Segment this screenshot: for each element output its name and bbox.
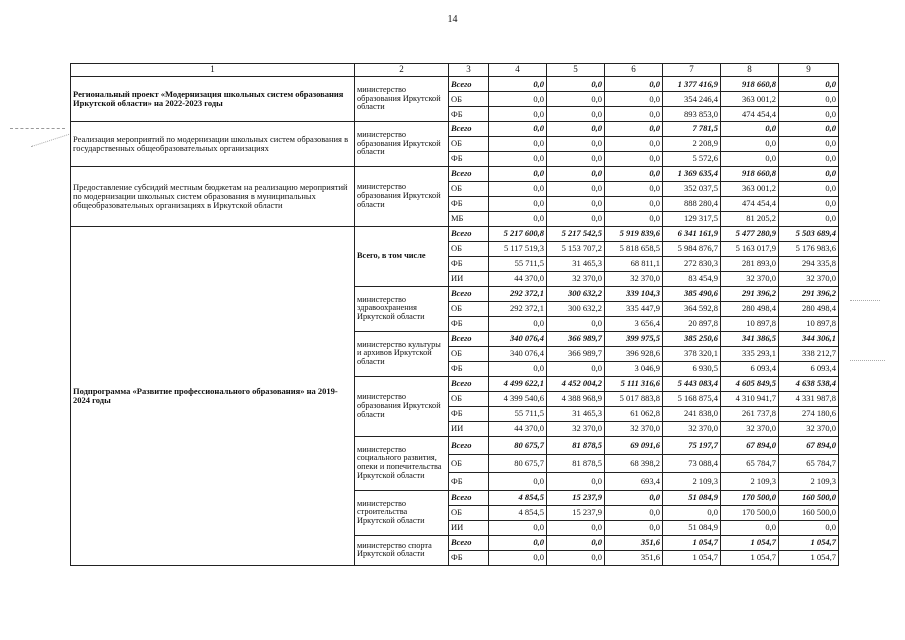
amount-cell: 0,0 xyxy=(489,520,547,535)
amount-cell: 1 054,7 xyxy=(779,550,839,565)
amount-cell: 0,0 xyxy=(489,316,547,331)
amount-cell: 300 632,2 xyxy=(547,301,605,316)
amount-cell: 55 711,5 xyxy=(489,406,547,421)
amount-cell: 55 711,5 xyxy=(489,256,547,271)
amount-cell: 693,4 xyxy=(605,472,663,490)
ministry-name: министерство строительства Иркутской области xyxy=(355,490,449,535)
amount-cell: 291 396,2 xyxy=(779,286,839,301)
amount-cell: 10 897,8 xyxy=(779,316,839,331)
amount-cell: 0,0 xyxy=(489,106,547,121)
amount-cell: 80 675,7 xyxy=(489,454,547,472)
amount-cell: 0,0 xyxy=(605,490,663,505)
amount-cell: 1 377 416,9 xyxy=(663,77,721,92)
amount-cell: 7 781,5 xyxy=(663,121,721,136)
column-header: 3 xyxy=(449,64,489,77)
table-row xyxy=(71,77,839,92)
amount-cell: 6 093,4 xyxy=(779,361,839,376)
funding-source: ОБ xyxy=(449,301,489,316)
funding-source: Всего xyxy=(449,490,489,505)
ministry-name: министерство спорта Иркутской области xyxy=(355,535,449,565)
column-header: 9 xyxy=(779,64,839,77)
amount-cell: 32 370,0 xyxy=(547,421,605,436)
amount-cell: 0,0 xyxy=(489,151,547,166)
amount-cell: 0,0 xyxy=(605,136,663,151)
funding-source: Всего xyxy=(449,121,489,136)
amount-cell: 0,0 xyxy=(547,535,605,550)
amount-cell: 351,6 xyxy=(605,550,663,565)
funding-source: Всего xyxy=(449,77,489,92)
amount-cell: 5 503 689,4 xyxy=(779,226,839,241)
column-header: 8 xyxy=(721,64,779,77)
amount-cell: 363 001,2 xyxy=(721,181,779,196)
amount-cell: 918 660,8 xyxy=(721,166,779,181)
amount-cell: 0,0 xyxy=(605,181,663,196)
funding-source: ИИ xyxy=(449,271,489,286)
amount-cell: 1 054,7 xyxy=(721,550,779,565)
amount-cell: 5 984 876,7 xyxy=(663,241,721,256)
amount-cell: 1 369 635,4 xyxy=(663,166,721,181)
amount-cell: 0,0 xyxy=(605,505,663,520)
scan-mark xyxy=(850,360,885,361)
amount-cell: 75 197,7 xyxy=(663,436,721,454)
amount-cell: 44 370,0 xyxy=(489,421,547,436)
amount-cell: 1 054,7 xyxy=(663,550,721,565)
amount-cell: 81 878,5 xyxy=(547,436,605,454)
amount-cell: 81 878,5 xyxy=(547,454,605,472)
amount-cell: 10 897,8 xyxy=(721,316,779,331)
funding-source: Всего xyxy=(449,535,489,550)
amount-cell: 341 386,5 xyxy=(721,331,779,346)
column-header: 1 xyxy=(71,64,355,77)
funding-source: Всего xyxy=(449,331,489,346)
ministry-name: министерство социального развития, опеки и попечительства Иркутской области xyxy=(355,436,449,490)
scan-mark xyxy=(31,134,69,147)
column-header: 6 xyxy=(605,64,663,77)
amount-cell: 261 737,8 xyxy=(721,406,779,421)
amount-cell: 3 656,4 xyxy=(605,316,663,331)
amount-cell: 0,0 xyxy=(547,550,605,565)
amount-cell: 32 370,0 xyxy=(605,271,663,286)
funding-source: ОБ xyxy=(449,181,489,196)
amount-cell: 67 894,0 xyxy=(721,436,779,454)
funding-source: ОБ xyxy=(449,241,489,256)
amount-cell: 385 490,6 xyxy=(663,286,721,301)
ministry-name: министерство образования Иркутской области xyxy=(355,77,449,122)
amount-cell: 5 919 839,6 xyxy=(605,226,663,241)
column-header: 4 xyxy=(489,64,547,77)
amount-cell: 339 104,3 xyxy=(605,286,663,301)
amount-cell: 0,0 xyxy=(779,121,839,136)
amount-cell: 0,0 xyxy=(489,166,547,181)
amount-cell: 0,0 xyxy=(605,166,663,181)
amount-cell: 69 091,6 xyxy=(605,436,663,454)
amount-cell: 0,0 xyxy=(547,211,605,226)
amount-cell: 340 076,4 xyxy=(489,331,547,346)
funding-source: ФБ xyxy=(449,406,489,421)
funding-source: ОБ xyxy=(449,454,489,472)
amount-cell: 335 447,9 xyxy=(605,301,663,316)
amount-cell: 2 208,9 xyxy=(663,136,721,151)
funding-source: ФБ xyxy=(449,256,489,271)
amount-cell: 15 237,9 xyxy=(547,505,605,520)
budget-table xyxy=(70,63,839,566)
amount-cell: 32 370,0 xyxy=(605,421,663,436)
amount-cell: 0,0 xyxy=(547,472,605,490)
amount-cell: 170 500,0 xyxy=(721,490,779,505)
scan-mark xyxy=(10,128,65,129)
amount-cell: 474 454,4 xyxy=(721,106,779,121)
amount-cell: 4 310 941,7 xyxy=(721,391,779,406)
amount-cell: 4 331 987,8 xyxy=(779,391,839,406)
amount-cell: 4 638 538,4 xyxy=(779,376,839,391)
amount-cell: 5 163 017,9 xyxy=(721,241,779,256)
amount-cell: 65 784,7 xyxy=(721,454,779,472)
amount-cell: 0,0 xyxy=(489,535,547,550)
amount-cell: 5 017 883,8 xyxy=(605,391,663,406)
amount-cell: 5 443 083,4 xyxy=(663,376,721,391)
funding-source: Всего xyxy=(449,286,489,301)
amount-cell: 80 675,7 xyxy=(489,436,547,454)
amount-cell: 340 076,4 xyxy=(489,346,547,361)
amount-cell: 0,0 xyxy=(489,121,547,136)
amount-cell: 5 111 316,6 xyxy=(605,376,663,391)
amount-cell: 68 811,1 xyxy=(605,256,663,271)
amount-cell: 5 217 600,8 xyxy=(489,226,547,241)
amount-cell: 32 370,0 xyxy=(547,271,605,286)
amount-cell: 0,0 xyxy=(721,520,779,535)
amount-cell: 0,0 xyxy=(489,196,547,211)
amount-cell: 5 217 542,5 xyxy=(547,226,605,241)
amount-cell: 0,0 xyxy=(721,136,779,151)
amount-cell: 6 341 161,9 xyxy=(663,226,721,241)
table-body xyxy=(71,64,839,566)
funding-source: Всего xyxy=(449,226,489,241)
amount-cell: 1 054,7 xyxy=(779,535,839,550)
amount-cell: 31 465,3 xyxy=(547,406,605,421)
amount-cell: 335 293,1 xyxy=(721,346,779,361)
amount-cell: 2 109,3 xyxy=(779,472,839,490)
amount-cell: 0,0 xyxy=(779,77,839,92)
amount-cell: 5 176 983,6 xyxy=(779,241,839,256)
amount-cell: 366 989,7 xyxy=(547,331,605,346)
column-header: 7 xyxy=(663,64,721,77)
amount-cell: 918 660,8 xyxy=(721,77,779,92)
amount-cell: 280 498,4 xyxy=(721,301,779,316)
amount-cell: 474 454,4 xyxy=(721,196,779,211)
header-row xyxy=(71,64,839,77)
funding-source: ФБ xyxy=(449,361,489,376)
funding-source: ОБ xyxy=(449,391,489,406)
amount-cell: 5 153 707,2 xyxy=(547,241,605,256)
amount-cell: 83 454,9 xyxy=(663,271,721,286)
amount-cell: 274 180,6 xyxy=(779,406,839,421)
amount-cell: 0,0 xyxy=(721,151,779,166)
amount-cell: 378 320,1 xyxy=(663,346,721,361)
amount-cell: 1 054,7 xyxy=(721,535,779,550)
amount-cell: 32 370,0 xyxy=(721,421,779,436)
amount-cell: 0,0 xyxy=(779,520,839,535)
amount-cell: 281 893,0 xyxy=(721,256,779,271)
funding-source: ФБ xyxy=(449,472,489,490)
amount-cell: 294 335,8 xyxy=(779,256,839,271)
amount-cell: 0,0 xyxy=(547,361,605,376)
amount-cell: 0,0 xyxy=(605,196,663,211)
amount-cell: 1 054,7 xyxy=(663,535,721,550)
amount-cell: 0,0 xyxy=(489,361,547,376)
amount-cell: 300 632,2 xyxy=(547,286,605,301)
amount-cell: 351,6 xyxy=(605,535,663,550)
amount-cell: 2 109,3 xyxy=(663,472,721,490)
amount-cell: 5 117 519,3 xyxy=(489,241,547,256)
amount-cell: 0,0 xyxy=(779,196,839,211)
amount-cell: 170 500,0 xyxy=(721,505,779,520)
amount-cell: 0,0 xyxy=(547,106,605,121)
funding-source: ОБ xyxy=(449,91,489,106)
amount-cell: 0,0 xyxy=(663,505,721,520)
amount-cell: 0,0 xyxy=(605,91,663,106)
table-row xyxy=(71,166,839,181)
amount-cell: 5 572,6 xyxy=(663,151,721,166)
amount-cell: 366 989,7 xyxy=(547,346,605,361)
amount-cell: 0,0 xyxy=(489,211,547,226)
program-name: Региональный проект «Модернизация школьных систем образования Иркутской области» на 2022-2023 годы xyxy=(71,77,355,122)
amount-cell: 0,0 xyxy=(547,91,605,106)
amount-cell: 0,0 xyxy=(721,121,779,136)
funding-source: ОБ xyxy=(449,346,489,361)
funding-source: ФБ xyxy=(449,550,489,565)
ministry-name: министерство здравоохранения Иркутской области xyxy=(355,286,449,331)
amount-cell: 0,0 xyxy=(605,211,663,226)
amount-cell: 5 818 658,5 xyxy=(605,241,663,256)
funding-source: Всего xyxy=(449,436,489,454)
amount-cell: 0,0 xyxy=(779,166,839,181)
amount-cell: 68 398,2 xyxy=(605,454,663,472)
amount-cell: 0,0 xyxy=(605,121,663,136)
amount-cell: 0,0 xyxy=(547,520,605,535)
amount-cell: 3 046,9 xyxy=(605,361,663,376)
program-name: Предоставление субсидий местным бюджетам на реализацию мероприятий по модернизации школьных систем образования в муниципальных общеобразовательных организациях в Иркутской области xyxy=(71,166,355,226)
amount-cell: 160 500,0 xyxy=(779,505,839,520)
amount-cell: 4 388 968,9 xyxy=(547,391,605,406)
amount-cell: 61 062,8 xyxy=(605,406,663,421)
amount-cell: 352 037,5 xyxy=(663,181,721,196)
funding-source: МБ xyxy=(449,211,489,226)
amount-cell: 0,0 xyxy=(605,77,663,92)
amount-cell: 31 465,3 xyxy=(547,256,605,271)
funding-source: ФБ xyxy=(449,316,489,331)
amount-cell: 0,0 xyxy=(779,91,839,106)
program-name: Подпрограмма «Развитие профессионального образования» на 2019-2024 годы xyxy=(71,226,355,565)
ministry-name: министерство образования Иркутской области xyxy=(355,166,449,226)
amount-cell: 73 088,4 xyxy=(663,454,721,472)
amount-cell: 0,0 xyxy=(489,472,547,490)
column-header: 5 xyxy=(547,64,605,77)
funding-source: ИИ xyxy=(449,421,489,436)
amount-cell: 44 370,0 xyxy=(489,271,547,286)
amount-cell: 6 930,5 xyxy=(663,361,721,376)
amount-cell: 4 605 849,5 xyxy=(721,376,779,391)
amount-cell: 0,0 xyxy=(489,181,547,196)
amount-cell: 364 592,8 xyxy=(663,301,721,316)
column-header: 2 xyxy=(355,64,449,77)
amount-cell: 81 205,2 xyxy=(721,211,779,226)
amount-cell: 893 853,0 xyxy=(663,106,721,121)
amount-cell: 32 370,0 xyxy=(779,271,839,286)
amount-cell: 0,0 xyxy=(779,151,839,166)
amount-cell: 0,0 xyxy=(547,181,605,196)
amount-cell: 396 928,6 xyxy=(605,346,663,361)
funding-source: ФБ xyxy=(449,151,489,166)
amount-cell: 0,0 xyxy=(605,151,663,166)
amount-cell: 344 306,1 xyxy=(779,331,839,346)
ministry-name: Всего, в том числе xyxy=(355,226,449,286)
amount-cell: 4 499 622,1 xyxy=(489,376,547,391)
funding-source: ФБ xyxy=(449,106,489,121)
amount-cell: 241 838,0 xyxy=(663,406,721,421)
amount-cell: 0,0 xyxy=(605,520,663,535)
amount-cell: 4 854,5 xyxy=(489,490,547,505)
amount-cell: 32 370,0 xyxy=(721,271,779,286)
amount-cell: 280 498,4 xyxy=(779,301,839,316)
amount-cell: 51 084,9 xyxy=(663,520,721,535)
amount-cell: 291 396,2 xyxy=(721,286,779,301)
amount-cell: 0,0 xyxy=(779,136,839,151)
amount-cell: 0,0 xyxy=(489,77,547,92)
amount-cell: 0,0 xyxy=(547,77,605,92)
amount-cell: 5 477 280,9 xyxy=(721,226,779,241)
funding-source: ОБ xyxy=(449,136,489,151)
page-number: 14 xyxy=(447,14,458,25)
amount-cell: 2 109,3 xyxy=(721,472,779,490)
amount-cell: 67 894,0 xyxy=(779,436,839,454)
ministry-name: министерство культуры и архивов Иркутской области xyxy=(355,331,449,376)
amount-cell: 363 001,2 xyxy=(721,91,779,106)
amount-cell: 0,0 xyxy=(489,136,547,151)
ministry-name: министерство образования Иркутской области xyxy=(355,376,449,436)
amount-cell: 6 093,4 xyxy=(721,361,779,376)
funding-source: ИИ xyxy=(449,520,489,535)
amount-cell: 5 168 875,4 xyxy=(663,391,721,406)
scan-mark xyxy=(850,300,880,301)
amount-cell: 272 830,3 xyxy=(663,256,721,271)
amount-cell: 0,0 xyxy=(489,550,547,565)
funding-source: ОБ xyxy=(449,505,489,520)
amount-cell: 32 370,0 xyxy=(663,421,721,436)
amount-cell: 399 975,5 xyxy=(605,331,663,346)
amount-cell: 0,0 xyxy=(547,316,605,331)
amount-cell: 0,0 xyxy=(547,196,605,211)
amount-cell: 129 317,5 xyxy=(663,211,721,226)
amount-cell: 4 854,5 xyxy=(489,505,547,520)
funding-source: Всего xyxy=(449,166,489,181)
amount-cell: 292 372,1 xyxy=(489,286,547,301)
amount-cell: 51 084,9 xyxy=(663,490,721,505)
amount-cell: 338 212,7 xyxy=(779,346,839,361)
amount-cell: 0,0 xyxy=(547,136,605,151)
amount-cell: 385 250,6 xyxy=(663,331,721,346)
amount-cell: 292 372,1 xyxy=(489,301,547,316)
table-row xyxy=(71,121,839,136)
amount-cell: 0,0 xyxy=(547,151,605,166)
ministry-name: министерство образования Иркутской области xyxy=(355,121,449,166)
table-row xyxy=(71,226,839,241)
amount-cell: 0,0 xyxy=(779,211,839,226)
program-name: Реализация мероприятий по модернизации школьных систем образования в государственных общеобразовательных организациях xyxy=(71,121,355,166)
amount-cell: 32 370,0 xyxy=(779,421,839,436)
amount-cell: 0,0 xyxy=(489,91,547,106)
amount-cell: 4 452 004,2 xyxy=(547,376,605,391)
amount-cell: 0,0 xyxy=(779,181,839,196)
amount-cell: 0,0 xyxy=(779,106,839,121)
amount-cell: 888 280,4 xyxy=(663,196,721,211)
amount-cell: 65 784,7 xyxy=(779,454,839,472)
amount-cell: 4 399 540,6 xyxy=(489,391,547,406)
amount-cell: 354 246,4 xyxy=(663,91,721,106)
funding-source: Всего xyxy=(449,376,489,391)
amount-cell: 20 897,8 xyxy=(663,316,721,331)
amount-cell: 0,0 xyxy=(605,106,663,121)
amount-cell: 160 500,0 xyxy=(779,490,839,505)
amount-cell: 0,0 xyxy=(547,121,605,136)
amount-cell: 0,0 xyxy=(547,166,605,181)
funding-source: ФБ xyxy=(449,196,489,211)
amount-cell: 15 237,9 xyxy=(547,490,605,505)
